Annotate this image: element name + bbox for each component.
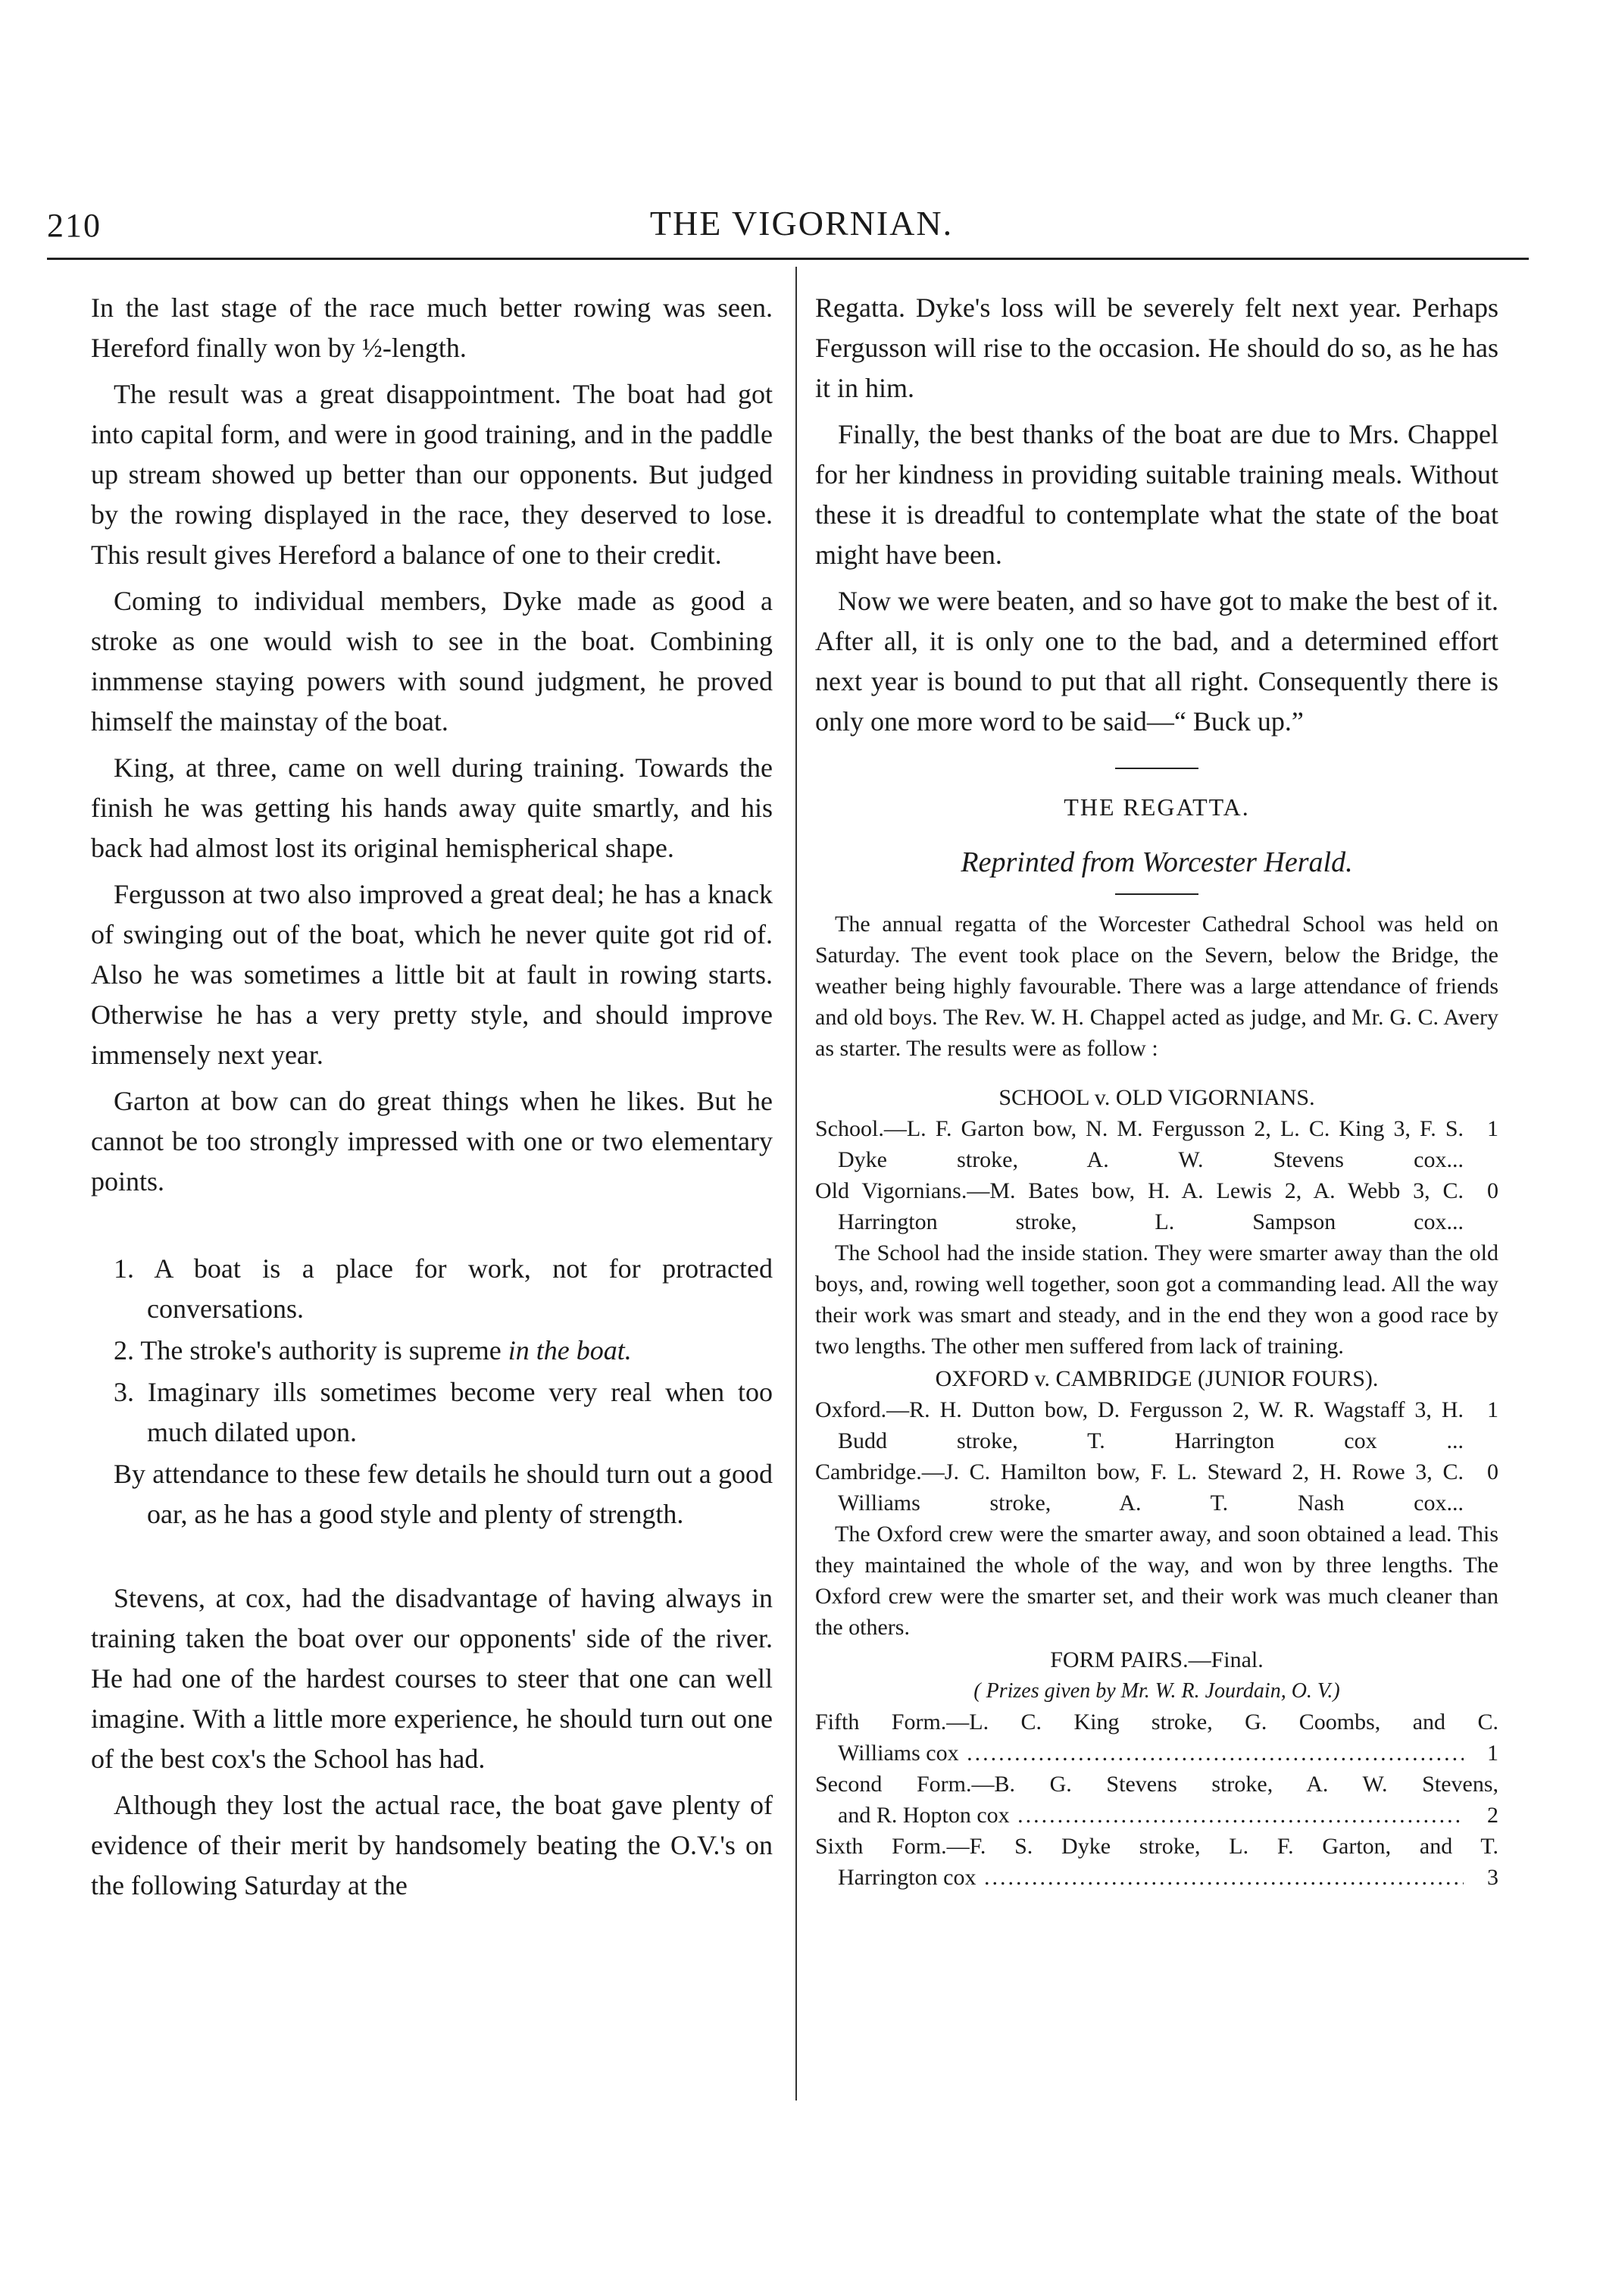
paragraph: Garton at bow can do great things when he likes. But he cannot be too strongly impressed with one or two elementary points.: [91, 1086, 773, 1196]
list-item: 1. A boat is a place for work, not for protracted conversations.: [114, 1253, 773, 1324]
numbered-list: [91, 1249, 773, 1534]
paragraph: The annual regatta of the Worcester Cathedral School was held on Saturday. The event took place on the Severn, below the Bridge, the weather being highly favourable. There was a large attendance of friends and old boys. The Rev. W. H. Chappel acted as judge, and Mr. G. C. Avery as starter. The results were as follow :: [815, 912, 1498, 1061]
right-column: [815, 288, 1498, 1893]
running-head-title: THE VIGORNIAN.: [649, 204, 954, 242]
paragraph: Stevens, at cox, had the disadvantage of having always in training taken the boat over our opponents' side of the river. He had one of the hardest courses to steer that one can well imagine. With a little more experience, he should turn out one of the best cox's the School has had.: [91, 1583, 773, 1774]
section-rule: [1115, 768, 1198, 769]
paragraph: The result was a great disappointment. The boat had got into capital form, and were in good training, and in the paddle up stream showed up better than our opponents. But judged by the rowing displayed in the race, they deserved to lose. This result gives Hereford a balance of one to their credit.: [91, 379, 773, 570]
column-divider: [795, 267, 797, 2100]
pair-entry: Second Form.—B. G. Stevens stroke, A. W. Stevens,: [815, 1772, 1498, 1797]
section-subtitle: Reprinted from Worcester Herald.: [961, 846, 1353, 878]
left-column: [91, 288, 773, 1912]
paragraph: In the last stage of the race much better rowing was seen. Hereford finally won by ½-length.: [91, 292, 773, 363]
paragraph: Finally, the best thanks of the boat are due to Mrs. Chappel for her kindness in providing suitable training meals. Without these it is dreadful to contemplate what the state of the boat might have been.: [815, 419, 1498, 570]
crew-entry: Oxford.—R. H. Dutton bow, D. Fergusson 2, W. R. Wagstaff 3, H. Budd stroke, T. Harrington cox ... 1: [815, 1397, 1498, 1453]
paragraph: Now we were beaten, and so have got to make the best of it. After all, it is only one to the bad, and a determined effort next year is bound to put that all right. Consequently there is only one more word to be said—“ Buck up.”: [815, 586, 1498, 737]
section-title: THE REGATTA.: [1064, 793, 1250, 821]
crew-entry: Old Vigornians.—M. Bates bow, H. A. Lewis 2, A. Webb 3, C. Harrington stroke, L. Sampson cox... 0: [815, 1178, 1498, 1234]
paragraph: Although they lost the actual race, the boat gave plenty of evidence of their merit by handsomely beating the O.V.'s on the following Saturday at the: [91, 1790, 773, 1900]
list-item: 2. The stroke's authority is supreme in the boat.: [114, 1335, 632, 1365]
pair-entry: Fifth Form.—L. C. King stroke, G. Coombs, and C.: [815, 1709, 1498, 1735]
crew-entry: Cambridge.—J. C. Hamilton bow, F. L. Steward 2, H. Rowe 3, C. Williams stroke, A. T. Nash cox... 0: [815, 1459, 1498, 1516]
race-title: FORM PAIRS.—Final.: [1050, 1647, 1264, 1672]
paragraph: King, at three, came on well during training. Towards the finish he was getting his hands away quite smartly, and his back had almost lost its original hemispherical shape.: [91, 752, 773, 863]
race-report: The School had the inside station. They were smarter away than the old boys, and, rowing well together, soon got a commanding lead. All the way their work was smart and steady, and in the end they won a good race by two lengths. The other men suffered from lack of training.: [815, 1240, 1498, 1359]
list-item: By attendance to these few details he should turn out a good oar, as he has a good style and plenty of strength.: [114, 1459, 773, 1529]
page-number: 210: [47, 207, 102, 244]
paragraph: Fergusson at two also improved a great deal; he has a knack of swinging out of the boat, which he never quite got rid of. Also he was sometimes a little bit at fault in rowing starts. Otherwise he has a very pretty style, and should improve immensely next year.: [91, 879, 773, 1070]
race-title: OXFORD v. CAMBRIDGE (JUNIOR FOURS).: [935, 1366, 1379, 1391]
race-title: SCHOOL v. OLD VIGORNIANS.: [998, 1085, 1315, 1110]
section-rule: [1115, 893, 1198, 895]
pair-result: and R. Hopton cox ..... 2: [815, 1800, 1498, 1831]
header-rule: [47, 258, 1529, 260]
crew-entry: School.—L. F. Garton bow, N. M. Fergusson 2, L. C. King 3, F. S. Dyke stroke, A. W. Stevens cox... 1: [815, 1116, 1498, 1172]
paragraph: Coming to individual members, Dyke made as good a stroke as one would wish to see in the boat. Combining inmmense staying powers with sound judgment, he proved himself the mainstay of the boat.: [91, 586, 773, 737]
paragraph: Regatta. Dyke's loss will be severely felt next year. Perhaps Fergusson will rise to the occasion. He should do so, as he has it in him.: [815, 292, 1498, 403]
race-report: The Oxford crew were the smarter away, and soon obtained a lead. This they maintained the whole of the way, and won by three lengths. The Oxford crew were the smarter set, and their work was much cleaner than the others.: [815, 1522, 1498, 1640]
pair-result: Harrington cox ..... 3: [815, 1862, 1498, 1893]
regatta-report: [815, 909, 1498, 1893]
list-item: 3. Imaginary ills sometimes become very real when too much dilated upon.: [114, 1377, 773, 1447]
pair-entry: Sixth Form.—F. S. Dyke stroke, L. F. Garton, and T.: [815, 1834, 1498, 1859]
prize-note: ( Prizes given by Mr. W. R. Jourdain, O. V.): [973, 1679, 1340, 1703]
pair-result: Williams cox ..... 1: [815, 1738, 1498, 1769]
